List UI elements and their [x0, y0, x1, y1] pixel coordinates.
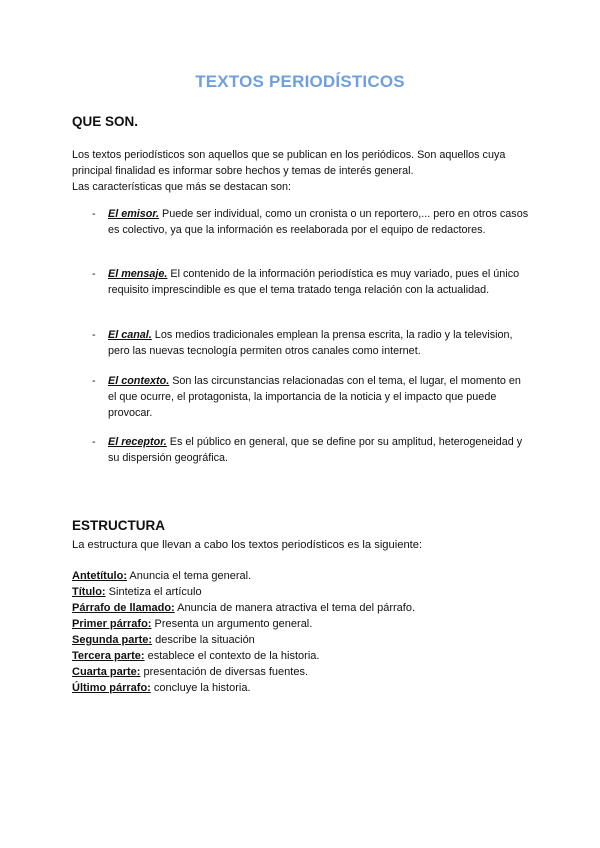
bullet-term: El emisor. — [108, 208, 160, 220]
list-item — [92, 434, 532, 466]
bullet-text: Es el público en general, que se define por su amplitud, heterogeneidad y su dispersión geográfica. — [108, 436, 523, 464]
list-item — [92, 266, 532, 298]
structure-text: Anuncia de manera atractiva el tema del párrafo. — [174, 602, 416, 614]
structure-text: establece el contexto de la historia. — [144, 650, 320, 662]
structure-text: concluye la historia. — [150, 682, 251, 694]
bullet-dash: - — [92, 436, 96, 448]
structure-label: Tercera parte: — [72, 650, 145, 662]
structure-item — [72, 632, 532, 648]
intro-paragraph — [72, 147, 532, 195]
intro-line: principal finalidad es informar sobre hechos y temas de interés general. — [72, 165, 414, 177]
bullet-dash: - — [92, 375, 96, 387]
structure-text: describe la situación — [152, 634, 255, 646]
structure-item — [72, 664, 532, 680]
structure-item — [72, 600, 532, 616]
bullet-text: Los medios tradicionales emplean la prensa escrita, la radio y la television, pero las nuevas tecnología permiten otros canales como internet. — [108, 329, 513, 357]
structure-item — [72, 648, 532, 664]
structure-item — [72, 680, 532, 696]
structure-label: Cuarta parte: — [72, 666, 141, 678]
intro-line: Las características que más se destacan son: — [72, 181, 292, 193]
structure-intro: La estructura que llevan a cabo los textos periodísticos es la siguiente: — [72, 539, 423, 551]
list-item — [92, 373, 532, 421]
intro-line: Los textos periodísticos son aquellos que se publican en los periódicos. Son aquellos cuya — [72, 149, 506, 161]
section-heading-estructura: ESTRUCTURA — [72, 518, 165, 533]
bullet-term: El contexto. — [108, 375, 170, 387]
document-title: TEXTOS PERIODÍSTICOS — [195, 72, 405, 91]
structure-label: Primer párrafo: — [72, 618, 152, 630]
bullet-text: Son las circunstancias relacionadas con el tema, el lugar, el momento en el que ocurre, el protagonista, la importancia de la noticia y el impacto que puede provocar. — [108, 375, 521, 419]
structure-label: Párrafo de llamado: — [72, 602, 175, 614]
list-item — [92, 206, 532, 238]
structure-label: Segunda parte: — [72, 634, 153, 646]
structure-text: Presenta un argumento general. — [151, 618, 313, 630]
structure-item — [72, 584, 532, 600]
bullet-text: El contenido de la información periodística es muy variado, pues el único requisito imprescindible es que el tema tratado tenga relación con la actualidad. — [108, 268, 520, 296]
structure-text: Sintetiza el artículo — [105, 586, 202, 598]
bullet-term: El mensaje. — [108, 268, 168, 280]
bullet-term: El canal. — [108, 329, 152, 341]
structure-item — [72, 568, 532, 584]
section-heading-que-son: QUE SON. — [72, 114, 139, 129]
bullet-text: Puede ser individual, como un cronista o un reportero,... pero en otros casos es colectivo, ya que la información es reelaborada por el equipo de redactores. — [108, 208, 529, 236]
bullet-term: El receptor. — [108, 436, 167, 448]
bullet-dash: - — [92, 268, 96, 280]
bullet-dash: - — [92, 208, 96, 220]
structure-label: Último párrafo: — [72, 682, 151, 694]
list-item — [92, 327, 532, 359]
structure-text: Anuncia el tema general. — [126, 570, 252, 582]
structure-label: Título: — [72, 586, 106, 598]
structure-list — [72, 568, 532, 696]
structure-label: Antetítulo: — [72, 570, 127, 582]
structure-text: presentación de diversas fuentes. — [140, 666, 309, 678]
structure-item — [72, 616, 532, 632]
bullet-dash: - — [92, 329, 96, 341]
